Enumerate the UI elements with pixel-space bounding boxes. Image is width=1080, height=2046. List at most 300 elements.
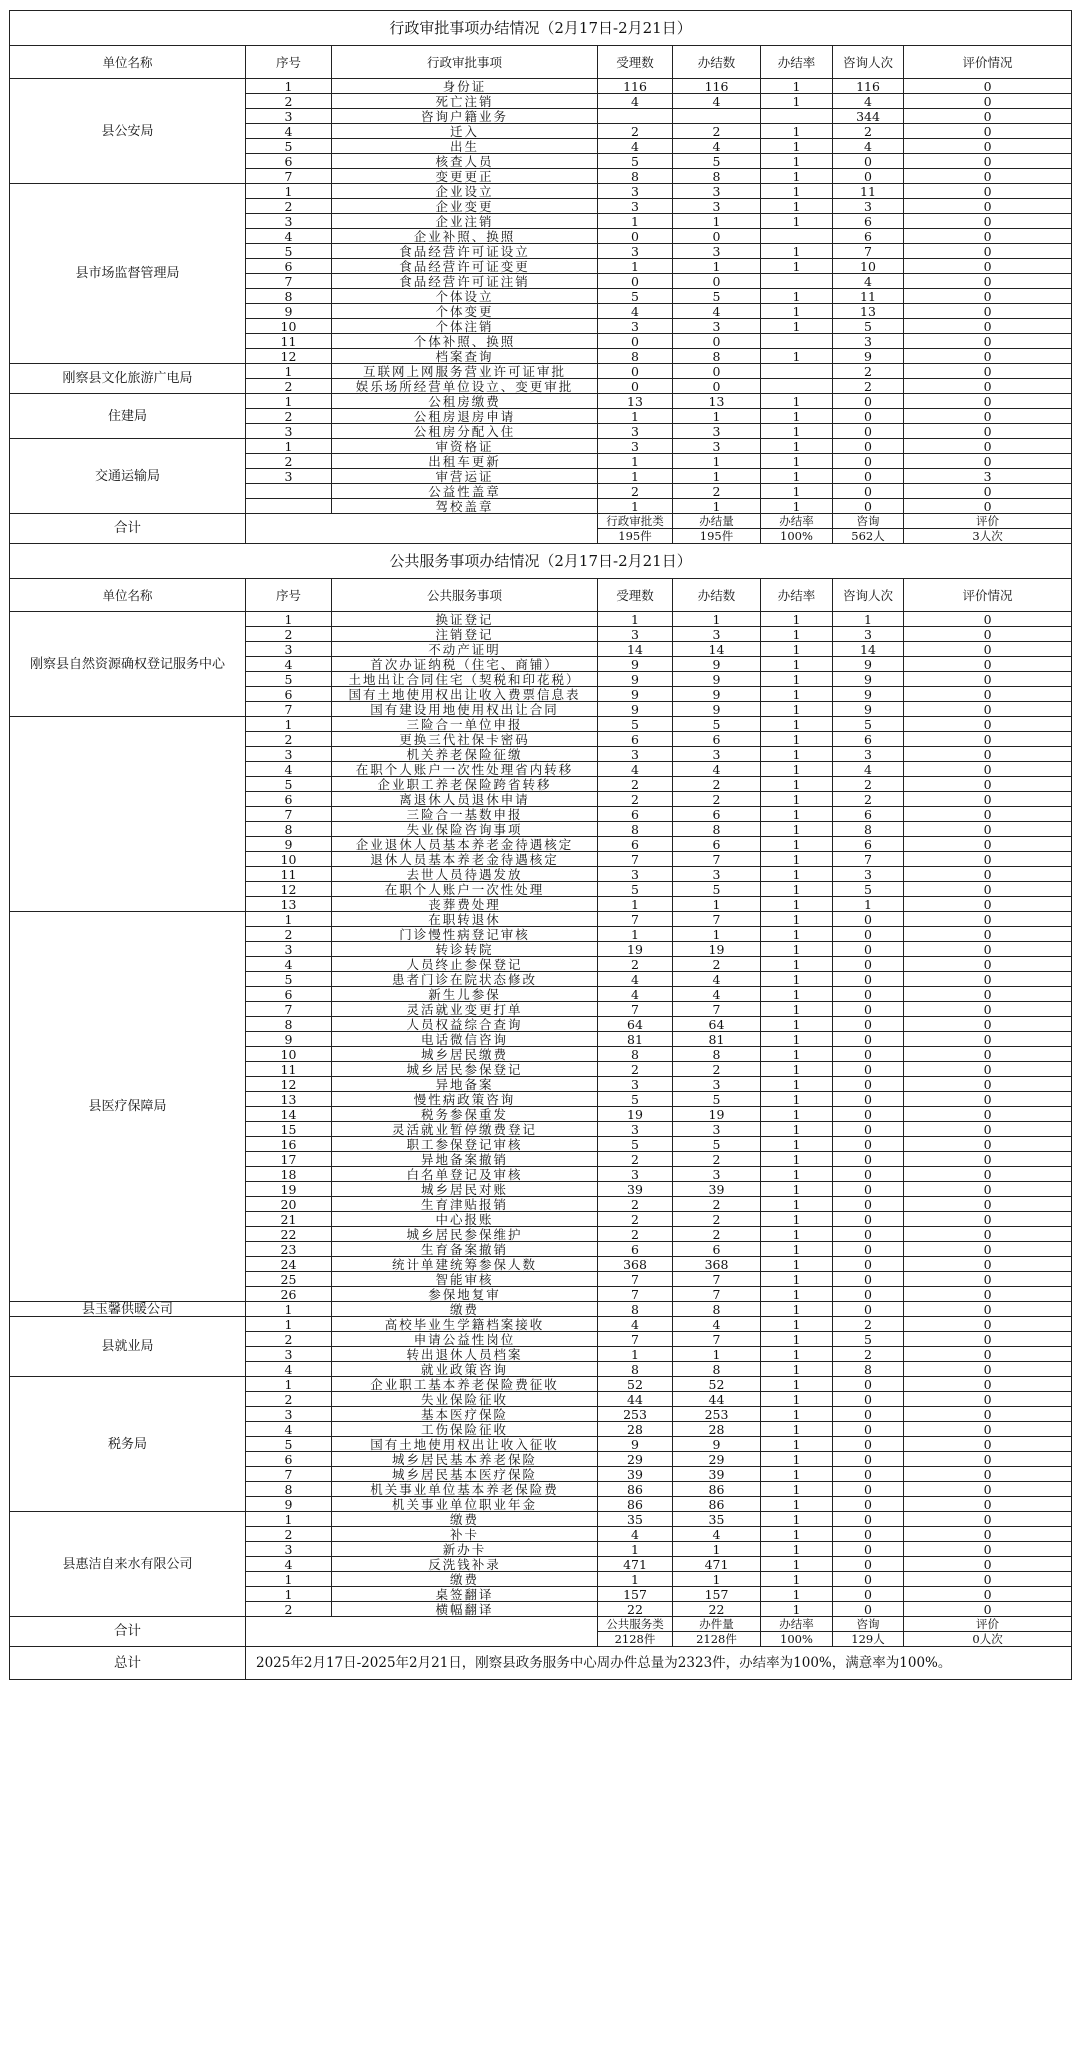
accepted-cell: 9 (598, 687, 673, 702)
rating-cell: 0 (904, 109, 1072, 124)
consult-cell: 0 (833, 409, 904, 424)
seq-cell: 2 (246, 94, 332, 109)
rating-cell: 0 (904, 304, 1072, 319)
completed-cell: 7 (673, 852, 761, 867)
completed-cell: 1 (673, 454, 761, 469)
rating-cell: 0 (904, 1227, 1072, 1242)
total-value: 100% (761, 529, 833, 544)
rating-cell: 0 (904, 199, 1072, 214)
item-cell: 注销登记 (332, 627, 598, 642)
accepted-cell: 1 (598, 259, 673, 274)
rating-cell: 0 (904, 1122, 1072, 1137)
rate-cell: 1 (761, 394, 833, 409)
item-cell: 患者门诊在院状态修改 (332, 972, 598, 987)
consult-cell: 0 (833, 1257, 904, 1272)
completed-cell: 5 (673, 154, 761, 169)
item-cell: 离退休人员退休申请 (332, 792, 598, 807)
seq-cell: 1 (246, 1377, 332, 1392)
completed-cell: 44 (673, 1392, 761, 1407)
unit-name: 住建局 (10, 394, 246, 439)
accepted-cell: 0 (598, 379, 673, 394)
accepted-cell: 28 (598, 1422, 673, 1437)
accepted-cell: 6 (598, 1242, 673, 1257)
consult-cell: 0 (833, 1467, 904, 1482)
total-sub-label: 公共服务类 (598, 1617, 673, 1632)
rate-cell (761, 274, 833, 289)
rating-cell: 0 (904, 1077, 1072, 1092)
seq-cell: 10 (246, 852, 332, 867)
item-cell: 机关事业单位基本养老保险费 (332, 1482, 598, 1497)
consult-cell: 8 (833, 822, 904, 837)
rate-cell: 1 (761, 897, 833, 912)
rate-cell: 1 (761, 1542, 833, 1557)
rate-cell: 1 (761, 1047, 833, 1062)
rating-cell: 0 (904, 642, 1072, 657)
accepted-cell: 4 (598, 1527, 673, 1542)
rating-cell: 0 (904, 259, 1072, 274)
rate-cell: 1 (761, 612, 833, 627)
consult-cell: 0 (833, 1437, 904, 1452)
seq-cell: 5 (246, 972, 332, 987)
seq-cell: 1 (246, 1512, 332, 1527)
rating-cell: 0 (904, 1212, 1072, 1227)
seq-cell: 7 (246, 1467, 332, 1482)
consult-cell: 3 (833, 199, 904, 214)
unit-name: 县医疗保障局 (10, 912, 246, 1302)
consult-cell: 2 (833, 364, 904, 379)
consult-cell: 1 (833, 612, 904, 627)
rating-cell: 0 (904, 499, 1072, 514)
consult-cell: 14 (833, 642, 904, 657)
completed-cell: 1 (673, 259, 761, 274)
total-value: 2128件 (598, 1632, 673, 1647)
completed-cell: 1 (673, 897, 761, 912)
consult-cell: 0 (833, 1377, 904, 1392)
rating-cell: 0 (904, 439, 1072, 454)
column-header: 受理数 (598, 579, 673, 612)
table-row (10, 394, 1072, 409)
consult-cell: 0 (833, 1212, 904, 1227)
seq-cell: 19 (246, 1182, 332, 1197)
item-cell: 白名单登记及审核 (332, 1167, 598, 1182)
item-cell: 缴费 (332, 1302, 598, 1317)
completed-cell: 1 (673, 1542, 761, 1557)
consult-cell: 8 (833, 1362, 904, 1377)
rate-cell: 1 (761, 484, 833, 499)
rating-cell: 0 (904, 1257, 1072, 1272)
consult-cell: 344 (833, 109, 904, 124)
item-cell: 出生 (332, 139, 598, 154)
rate-cell: 1 (761, 1062, 833, 1077)
consult-cell: 5 (833, 717, 904, 732)
completed-cell: 1 (673, 409, 761, 424)
accepted-cell: 19 (598, 1107, 673, 1122)
accepted-cell: 471 (598, 1557, 673, 1572)
accepted-cell: 3 (598, 1167, 673, 1182)
rating-cell: 0 (904, 1452, 1072, 1467)
accepted-cell: 3 (598, 199, 673, 214)
consult-cell: 0 (833, 1137, 904, 1152)
rating-cell: 0 (904, 454, 1072, 469)
accepted-cell: 8 (598, 169, 673, 184)
item-cell: 国有土地使用权出让收入征收 (332, 1437, 598, 1452)
consult-cell: 0 (833, 1092, 904, 1107)
item-cell: 国有建设用地使用权出让合同 (332, 702, 598, 717)
rating-cell: 0 (904, 762, 1072, 777)
rate-cell: 1 (761, 807, 833, 822)
item-cell: 城乡居民基本医疗保险 (332, 1467, 598, 1482)
rate-cell: 1 (761, 852, 833, 867)
consult-cell: 4 (833, 762, 904, 777)
rate-cell: 1 (761, 1377, 833, 1392)
completed-cell: 29 (673, 1452, 761, 1467)
consult-cell: 0 (833, 394, 904, 409)
item-cell: 城乡居民参保登记 (332, 1062, 598, 1077)
rate-cell: 1 (761, 1452, 833, 1467)
seq-cell: 7 (246, 274, 332, 289)
rate-cell: 1 (761, 439, 833, 454)
item-cell: 职工参保登记审核 (332, 1137, 598, 1152)
consult-cell: 0 (833, 1272, 904, 1287)
item-cell: 企业变更 (332, 199, 598, 214)
accepted-cell: 5 (598, 1092, 673, 1107)
seq-cell: 24 (246, 1257, 332, 1272)
accepted-cell: 1 (598, 499, 673, 514)
rating-cell: 0 (904, 732, 1072, 747)
rate-cell: 1 (761, 304, 833, 319)
consult-cell: 0 (833, 972, 904, 987)
rate-cell: 1 (761, 912, 833, 927)
consult-cell: 9 (833, 349, 904, 364)
rating-cell: 0 (904, 1512, 1072, 1527)
rate-cell (761, 109, 833, 124)
consult-cell: 5 (833, 1332, 904, 1347)
seq-cell: 5 (246, 777, 332, 792)
rating-cell: 0 (904, 777, 1072, 792)
consult-cell: 0 (833, 912, 904, 927)
accepted-cell: 52 (598, 1377, 673, 1392)
consult-cell: 0 (833, 1482, 904, 1497)
column-header: 单位名称 (10, 579, 246, 612)
completed-cell: 4 (673, 1527, 761, 1542)
rate-cell: 1 (761, 1077, 833, 1092)
completed-cell: 2 (673, 1197, 761, 1212)
accepted-cell: 1 (598, 612, 673, 627)
rate-cell: 1 (761, 927, 833, 942)
item-cell: 咨询户籍业务 (332, 109, 598, 124)
rating-cell: 0 (904, 1392, 1072, 1407)
item-cell: 补卡 (332, 1527, 598, 1542)
rate-cell: 1 (761, 1182, 833, 1197)
completed-cell: 4 (673, 1317, 761, 1332)
accepted-cell: 1 (598, 409, 673, 424)
rate-cell: 1 (761, 627, 833, 642)
seq-cell: 6 (246, 687, 332, 702)
rate-cell: 1 (761, 409, 833, 424)
completed-cell: 3 (673, 627, 761, 642)
rate-cell: 1 (761, 319, 833, 334)
accepted-cell: 0 (598, 334, 673, 349)
completed-cell: 86 (673, 1497, 761, 1512)
item-cell: 三险合一单位申报 (332, 717, 598, 732)
rating-cell: 0 (904, 822, 1072, 837)
item-cell: 国有土地使用权出让收入费票信息表 (332, 687, 598, 702)
item-cell: 档案查询 (332, 349, 598, 364)
column-header: 办结率 (761, 579, 833, 612)
item-cell: 变更更正 (332, 169, 598, 184)
completed-cell: 2 (673, 777, 761, 792)
rate-cell: 1 (761, 214, 833, 229)
rate-cell: 1 (761, 244, 833, 259)
completed-cell: 4 (673, 304, 761, 319)
rate-cell: 1 (761, 1407, 833, 1422)
rating-cell: 0 (904, 94, 1072, 109)
rating-cell: 0 (904, 1032, 1072, 1047)
table-row (10, 1512, 1072, 1527)
rating-cell: 0 (904, 1527, 1072, 1542)
item-cell: 食品经营许可证变更 (332, 259, 598, 274)
consult-cell: 0 (833, 1122, 904, 1137)
item-cell: 企业补照、换照 (332, 229, 598, 244)
admin-approval-title-row (10, 11, 1072, 46)
accepted-cell: 3 (598, 867, 673, 882)
completed-cell: 86 (673, 1482, 761, 1497)
rating-cell: 0 (904, 319, 1072, 334)
completed-cell: 1 (673, 1572, 761, 1587)
seq-cell: 15 (246, 1122, 332, 1137)
rate-cell: 1 (761, 1437, 833, 1452)
rate-cell: 1 (761, 822, 833, 837)
consult-cell: 2 (833, 792, 904, 807)
seq-cell: 3 (246, 469, 332, 484)
item-cell: 去世人员待遇发放 (332, 867, 598, 882)
rate-cell: 1 (761, 762, 833, 777)
item-cell: 生育津贴报销 (332, 1197, 598, 1212)
rate-cell: 1 (761, 1527, 833, 1542)
rate-cell: 1 (761, 1347, 833, 1362)
rate-cell: 1 (761, 1017, 833, 1032)
seq-cell: 25 (246, 1272, 332, 1287)
seq-cell: 3 (246, 747, 332, 762)
item-cell: 食品经营许可证注销 (332, 274, 598, 289)
completed-cell (673, 109, 761, 124)
accepted-cell: 3 (598, 439, 673, 454)
accepted-cell: 2 (598, 124, 673, 139)
item-cell: 公租房退房申请 (332, 409, 598, 424)
rate-cell: 1 (761, 972, 833, 987)
item-cell: 在职个人账户一次性处理省内转移 (332, 762, 598, 777)
seq-cell: 20 (246, 1197, 332, 1212)
consult-cell: 3 (833, 334, 904, 349)
completed-cell: 5 (673, 1092, 761, 1107)
table-row (10, 1317, 1072, 1332)
completed-cell: 2 (673, 1212, 761, 1227)
seq-cell: 23 (246, 1242, 332, 1257)
item-cell: 人员权益综合查询 (332, 1017, 598, 1032)
consult-cell: 0 (833, 1227, 904, 1242)
rate-cell: 1 (761, 1242, 833, 1257)
rate-cell: 1 (761, 672, 833, 687)
seq-cell: 1 (246, 717, 332, 732)
seq-cell: 3 (246, 109, 332, 124)
item-cell: 首次办证纳税（住宅、商铺） (332, 657, 598, 672)
item-cell: 失业保险征收 (332, 1392, 598, 1407)
total-value: 195件 (598, 529, 673, 544)
item-cell: 税务参保重发 (332, 1107, 598, 1122)
completed-cell: 64 (673, 1017, 761, 1032)
seq-cell: 6 (246, 154, 332, 169)
item-cell: 企业设立 (332, 184, 598, 199)
rating-cell: 0 (904, 214, 1072, 229)
table-row (10, 184, 1072, 199)
total-value: 0人次 (904, 1632, 1072, 1647)
rating-cell: 0 (904, 927, 1072, 942)
rate-cell: 1 (761, 837, 833, 852)
unit-name: 县市场监督管理局 (10, 184, 246, 364)
accepted-cell: 22 (598, 1602, 673, 1617)
completed-cell: 3 (673, 867, 761, 882)
consult-cell: 0 (833, 1497, 904, 1512)
column-header: 公共服务事项 (332, 579, 598, 612)
seq-cell: 22 (246, 1227, 332, 1242)
accepted-cell: 9 (598, 702, 673, 717)
rating-cell: 0 (904, 1347, 1072, 1362)
rate-cell: 1 (761, 1107, 833, 1122)
item-cell: 食品经营许可证设立 (332, 244, 598, 259)
completed-cell: 471 (673, 1557, 761, 1572)
accepted-cell: 5 (598, 1137, 673, 1152)
consult-cell: 0 (833, 1512, 904, 1527)
seq-cell: 14 (246, 1107, 332, 1122)
accepted-cell: 29 (598, 1452, 673, 1467)
consult-cell: 0 (833, 1557, 904, 1572)
item-cell: 公益性盖章 (332, 484, 598, 499)
rate-cell: 1 (761, 349, 833, 364)
completed-cell: 5 (673, 717, 761, 732)
rate-cell (761, 364, 833, 379)
completed-cell: 9 (673, 672, 761, 687)
seq-cell: 4 (246, 1362, 332, 1377)
accepted-cell: 2 (598, 1152, 673, 1167)
completed-cell: 3 (673, 199, 761, 214)
completed-cell: 35 (673, 1512, 761, 1527)
rating-cell: 0 (904, 409, 1072, 424)
accepted-cell: 5 (598, 882, 673, 897)
public-service-title: 公共服务事项办结情况（2月17日-2月21日） (10, 544, 1072, 579)
rating-cell: 0 (904, 1107, 1072, 1122)
rating-cell: 0 (904, 747, 1072, 762)
completed-cell: 2 (673, 1227, 761, 1242)
rating-cell: 0 (904, 1482, 1072, 1497)
completed-cell: 8 (673, 822, 761, 837)
column-header: 单位名称 (10, 46, 246, 79)
completed-cell: 9 (673, 702, 761, 717)
item-cell: 个体变更 (332, 304, 598, 319)
rating-cell: 0 (904, 792, 1072, 807)
consult-cell: 13 (833, 304, 904, 319)
completed-cell: 5 (673, 882, 761, 897)
rating-cell: 0 (904, 702, 1072, 717)
item-cell: 娱乐场所经营单位设立、变更审批 (332, 379, 598, 394)
completed-cell: 2 (673, 1152, 761, 1167)
consult-cell: 116 (833, 79, 904, 94)
seq-cell: 16 (246, 1137, 332, 1152)
seq-cell: 4 (246, 762, 332, 777)
rate-cell: 1 (761, 1512, 833, 1527)
seq-cell: 2 (246, 1332, 332, 1347)
table-row (10, 717, 1072, 732)
consult-cell: 11 (833, 289, 904, 304)
rate-cell: 1 (761, 642, 833, 657)
consult-cell: 0 (833, 439, 904, 454)
rate-cell: 1 (761, 1257, 833, 1272)
rate-cell: 1 (761, 867, 833, 882)
rating-cell: 0 (904, 154, 1072, 169)
total-sub-label: 行政审批类 (598, 514, 673, 529)
accepted-cell: 5 (598, 289, 673, 304)
accepted-cell: 2 (598, 1062, 673, 1077)
public-service-title-row (10, 544, 1072, 579)
seq-cell: 17 (246, 1152, 332, 1167)
seq-cell: 1 (246, 1587, 332, 1602)
seq-cell: 6 (246, 987, 332, 1002)
accepted-cell: 35 (598, 1512, 673, 1527)
rate-cell: 1 (761, 1137, 833, 1152)
total-sub-label: 评价 (904, 514, 1072, 529)
accepted-cell: 86 (598, 1497, 673, 1512)
consult-cell: 0 (833, 484, 904, 499)
consult-cell: 0 (833, 1302, 904, 1317)
consult-cell: 3 (833, 627, 904, 642)
accepted-cell: 1 (598, 1347, 673, 1362)
seq-cell: 2 (246, 1392, 332, 1407)
completed-cell: 4 (673, 94, 761, 109)
rating-cell: 0 (904, 687, 1072, 702)
rating-cell: 0 (904, 1362, 1072, 1377)
accepted-cell: 3 (598, 424, 673, 439)
accepted-cell: 8 (598, 1362, 673, 1377)
total-sub-label: 评价 (904, 1617, 1072, 1632)
completed-cell: 7 (673, 912, 761, 927)
item-cell: 死亡注销 (332, 94, 598, 109)
unit-name: 县就业局 (10, 1317, 246, 1377)
rating-cell: 0 (904, 717, 1072, 732)
item-cell: 个体注销 (332, 319, 598, 334)
rate-cell: 1 (761, 139, 833, 154)
rate-cell: 1 (761, 1557, 833, 1572)
completed-cell: 3 (673, 747, 761, 762)
admin-approval-header-row (10, 46, 1072, 79)
seq-cell: 2 (246, 379, 332, 394)
consult-cell: 2 (833, 124, 904, 139)
rate-cell: 1 (761, 1332, 833, 1347)
seq-cell: 9 (246, 837, 332, 852)
item-cell: 灵活就业变更打单 (332, 1002, 598, 1017)
rate-cell: 1 (761, 1092, 833, 1107)
completed-cell: 0 (673, 229, 761, 244)
rating-cell: 0 (904, 139, 1072, 154)
accepted-cell: 2 (598, 484, 673, 499)
accepted-cell: 116 (598, 79, 673, 94)
consult-cell: 0 (833, 1152, 904, 1167)
item-cell: 失业保险咨询事项 (332, 822, 598, 837)
consult-cell: 2 (833, 379, 904, 394)
rating-cell: 0 (904, 379, 1072, 394)
item-cell: 退休人员基本养老金待遇核定 (332, 852, 598, 867)
seq-cell: 3 (246, 1542, 332, 1557)
completed-cell: 6 (673, 837, 761, 852)
seq-cell: 4 (246, 1557, 332, 1572)
